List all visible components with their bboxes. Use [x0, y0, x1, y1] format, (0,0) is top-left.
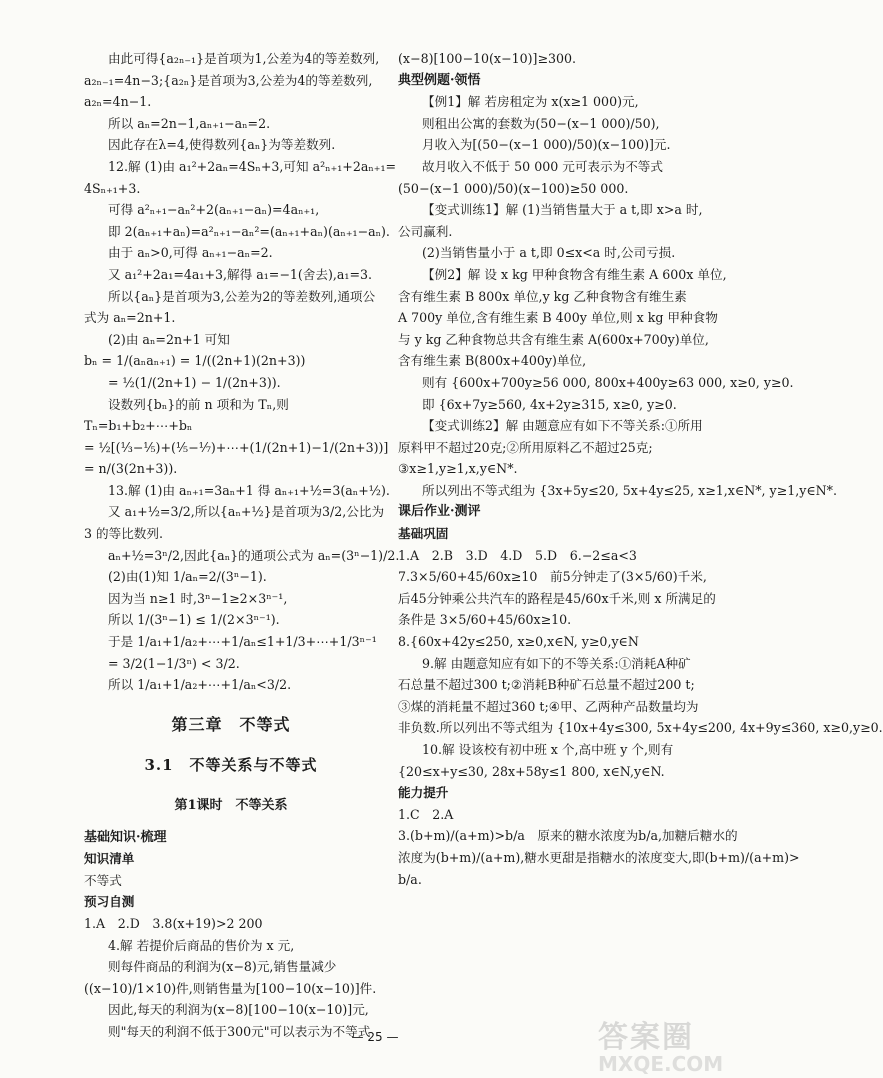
text-line: 即 2(aₙ₊₁+aₙ)=a²ₙ₊₁−aₙ²=(aₙ₊₁+aₙ)(aₙ₊₁−aₙ).: [108, 223, 390, 239]
inequality-system: 所以列出不等式组为 {3x+5y≤20, 5x+4y≤25, x≥1,x∈N*, y≥1,y∈N*.: [422, 482, 837, 498]
inequality-system: 非负数.所以列出不等式组为 {10x+4y≤300, 5x+4y≤200, 4x+9y≤360, x≥0,y≥0.: [398, 720, 883, 736]
inequality-system: 即 {6x+7y≥560, 4x+2y≥315, x≥0, y≥0.: [422, 396, 677, 412]
inequality-system: {20≤x+y≤30, 28x+58y≤1 800, x∈N,y∈N.: [398, 763, 665, 779]
subsection-heading: 典型例题·领悟: [398, 72, 481, 88]
problem-13: 13.解 (1)由 aₙ₊₁=3aₙ+1 得 aₙ₊₁+½=3(aₙ+½).: [108, 482, 390, 498]
example-2: 【例2】解 设 x kg 甲种食物含有维生素 A 600x 单位,: [422, 266, 727, 282]
text-line: 因此存在λ=4,使得数列{aₙ}为等差数列.: [108, 137, 336, 153]
text-line: A 700y 单位,含有维生素 B 400y 单位,则 x kg 甲种食物: [398, 310, 718, 326]
subsection-heading: 基础知识·梳理: [84, 829, 167, 845]
right-column: [398, 48, 883, 890]
text-line: (2)由 aₙ=2n+1 可知: [108, 331, 230, 347]
formula-line: 月收入为[(50−(x−1 000)/50)(x−100)]元.: [422, 137, 671, 153]
text-line: 则"每天的利润不低于300元"可以表示为不等式: [108, 1023, 371, 1039]
text-line: a₂ₙ=4n−1.: [84, 94, 152, 110]
text-line: 公司赢利.: [398, 223, 453, 239]
formula-line: (50−(x−1 000)/50)(x−100)≥50 000.: [398, 180, 629, 196]
text-line: 所以{aₙ}是首项为3,公差为2的等差数列,通项公: [108, 288, 376, 304]
example-1: 【例1】解 若房租定为 x(x≥1 000)元,: [422, 94, 639, 110]
text-line: 条件是 3×5/60+45/60x≥10.: [398, 612, 572, 628]
text-line: 后45分钟乘公共汽车的路程是45/60x千米,则 x 所满足的: [398, 590, 716, 606]
formula-line: 于是 1/a₁+1/a₂+⋯+1/aₙ≤1+1/3+⋯+1/3ⁿ⁻¹: [108, 634, 377, 650]
text-line: 可得 a²ₙ₊₁−aₙ²+2(aₙ₊₁−aₙ)=4aₙ₊₁,: [108, 202, 320, 218]
answer-line: 1.C 2.A: [398, 806, 454, 822]
inequality-system: 则有 {600x+700y≥56 000, 800x+400y≥63 000, x≥0, y≥0.: [422, 374, 794, 390]
answer-line: 1.A 2.D 3.8(x+19)>2 200: [84, 915, 263, 931]
text-line: 不等式: [84, 872, 122, 888]
text-line: 则每件商品的利润为(x−8)元,销售量减少: [108, 959, 337, 975]
variant-1: 【变式训练1】解 (1)当销售量大于 a t,即 x>a 时,: [422, 202, 703, 218]
formula-line: = ½[(⅓−⅕)+(⅕−⅐)+⋯+(1/(2n+1)−1/(2n+3))]: [84, 439, 389, 455]
problem-10: 10.解 设该校有初中班 x 个,高中班 y 个,则有: [422, 742, 674, 757]
formula-line: 所以 1/a₁+1/a₂+⋯+1/aₙ<3/2.: [108, 677, 292, 693]
text-line: 又 a₁²+2a₁=4a₁+3,解得 a₁=−1(舍去),a₁=3.: [108, 266, 373, 282]
text-line: 又 a₁+½=3/2,所以{aₙ+½}是首项为3/2,公比为: [108, 504, 385, 520]
problem-9: 9.解 由题意知应有如下的不等关系:①消耗A种矿: [422, 655, 691, 671]
text-line: 3 的等比数列.: [84, 526, 163, 542]
text-line: 因为当 n≥1 时,3ⁿ−1≥2×3ⁿ⁻¹,: [108, 590, 288, 606]
text-line: 与 y kg 乙种食物总共含有维生素 A(600x+700y)单位,: [398, 331, 709, 347]
text-line: (2)当销售量小于 a t,即 0≤x<a 时,公司亏损.: [422, 245, 676, 261]
text-line: 石总量不超过300 t;②消耗B种矿石总量不超过200 t;: [398, 677, 695, 693]
text-line: 含有维生素 B(800x+400y)单位,: [398, 353, 587, 369]
formula-line: 则租出公寓的套数为(50−(x−1 000)/50),: [422, 115, 660, 131]
text-line: 由于 aₙ>0,可得 aₙ₊₁−aₙ=2.: [108, 245, 273, 261]
answer-line: 1.A 2.B 3.D 4.D 5.D 6.−2≤a<3: [398, 547, 637, 563]
text-line: a₂ₙ₋₁=4n−3;{a₂ₙ}是首项为3,公差为4的等差数列,: [84, 72, 373, 88]
text-line: 设数列{bₙ}的前 n 项和为 Tₙ,则: [108, 396, 289, 412]
problem-12: 12.解 (1)由 a₁²+2aₙ=4Sₙ+3,可知 a²ₙ₊₁+2aₙ₊₁=: [108, 158, 397, 174]
formula-line: = 3/2(1−1/3ⁿ) < 3/2.: [108, 655, 240, 671]
subheading: 预习自测: [84, 894, 135, 910]
section-title: 3.1 不等关系与不等式: [144, 756, 318, 775]
subheading: 能力提升: [398, 785, 449, 801]
text-line: ③煤的消耗量不超过360 t;④甲、乙两种产品数量均为: [398, 698, 699, 714]
problem-7: 7.3×5/60+45/60x≥10 前5分钟走了(3×5/60)千米,: [398, 569, 707, 585]
text-line: 4Sₙ₊₁+3.: [84, 180, 141, 196]
text-line: 原料甲不超过20克;②所用原料乙不超过25克;: [398, 439, 653, 455]
text-line: 浓度为(b+m)/(a+m),糖水更甜是指糖水的浓度变大,即(b+m)/(a+m)>: [398, 849, 800, 865]
text-line: 因此,每天的利润为(x−8)[100−10(x−10)]元,: [108, 1002, 369, 1018]
subheading: 知识清单: [84, 851, 135, 867]
formula-line: = ½(1/(2n+1) − 1/(2n+3)).: [108, 374, 281, 390]
text-line: 由此可得{a₂ₙ₋₁}是首项为1,公差为4的等差数列,: [108, 51, 380, 66]
formula-line: = n/(3(2n+3)).: [84, 461, 178, 477]
text-line: ③x≥1,y≥1,x,y∈N*.: [398, 461, 518, 477]
problem-8: 8.{60x+42y≤250, x≥0,x∈N, y≥0,y∈N: [398, 634, 639, 650]
text-line: 含有维生素 B 800x 单位,y kg 乙种食物含有维生素: [398, 288, 687, 304]
page-number: — 25 —: [351, 1030, 399, 1044]
formula-line: bₙ = 1/(aₙaₙ₊₁) = 1/((2n+1)(2n+3)): [84, 353, 306, 369]
subsection-heading: 课后作业·测评: [398, 504, 481, 520]
lesson-title: 第1课时 不等关系: [174, 798, 288, 813]
text-line: (x−8)[100−10(x−10)]≥300.: [398, 51, 577, 66]
formula-line: Tₙ=b₁+b₂+⋯+bₙ: [84, 418, 193, 434]
text-line: 所以 aₙ=2n−1,aₙ₊₁−aₙ=2.: [108, 115, 271, 131]
text-line: b/a.: [398, 871, 422, 887]
text-line: 式为 aₙ=2n+1.: [84, 310, 176, 326]
subheading: 基础巩固: [398, 526, 449, 542]
formula-line: 所以 1/(3ⁿ−1) ≤ 1/(2×3ⁿ⁻¹).: [108, 612, 280, 628]
left-column: [84, 48, 400, 1043]
problem-4: 4.解 若提价后商品的售价为 x 元,: [108, 937, 295, 953]
text-line: 故月收入不低于 50 000 元可表示为不等式: [422, 158, 663, 174]
watermark-line1: 答案圈: [598, 1020, 694, 1055]
watermark-line2: MXQE.COM: [598, 1052, 724, 1076]
formula-line: aₙ+½=3ⁿ/2,因此{aₙ}的通项公式为 aₙ=(3ⁿ−1)/2.: [108, 547, 400, 563]
formula-line: ((x−10)/1×10)件,则销售量为[100−10(x−10)]件.: [84, 980, 377, 996]
chapter-title: 第三章 不等式: [171, 714, 291, 734]
variant-2: 【变式训练2】解 由题意应有如下不等关系:①所用: [422, 418, 703, 434]
formula-line: (2)由(1)知 1/aₙ=2/(3ⁿ−1).: [108, 569, 267, 585]
problem-3: 3.(b+m)/(a+m)>b/a 原来的糖水浓度为b/a,加糖后糖水的: [398, 828, 738, 844]
